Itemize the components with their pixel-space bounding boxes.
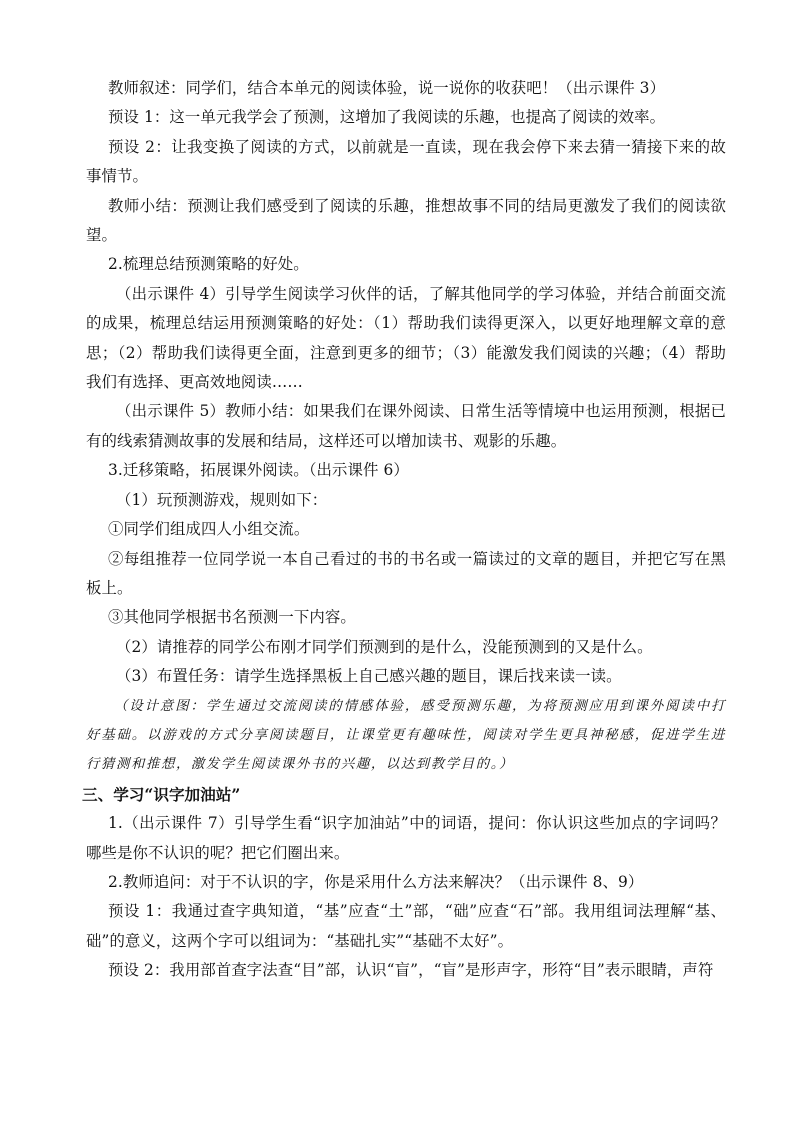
paragraph-preset-2: 预设 2：让我变换了阅读的方式，以前就是一直读，现在我会停下来去猜一猜接下来的故事情节。 bbox=[86, 137, 726, 186]
paragraph-game-rules: （1）玩预测游戏，规则如下： bbox=[116, 490, 328, 509]
paragraph-preset-1: 预设 1：这一单元我学会了预测，这增加了我阅读的乐趣，也提高了阅读的效率。 bbox=[108, 108, 666, 127]
paragraph-announce: （2）请推荐的同学公布刚才同学们预测到的是什么，没能预测到的又是什么。 bbox=[116, 637, 653, 656]
lesson-plan-body bbox=[82, 74, 726, 986]
paragraph-rule-2: ②每组推荐一位同学说一本自己看过的书的书名或一篇读过的文章的题目，并把它写在黑板上。 bbox=[86, 549, 726, 597]
paragraph-slide-5: （出示课件 5）教师小结：如果我们在课外阅读、日常生活等情境中也运用预测，根据已有的线索猜测故事的发展和结局，这样还可以增加读书、观影的乐趣。 bbox=[86, 402, 726, 450]
paragraph-rule-1: ①同学们组成四人小组交流。 bbox=[108, 520, 310, 539]
section-heading-3: 三、学习“识字加油站” bbox=[82, 784, 241, 804]
paragraph-literacy-1: 1.（出示课件 7）引导学生看“识字加油站”中的词语，提问：你认识这些加点的字词吗？哪些是你不认识的呢？把它们圈出来。 bbox=[86, 814, 726, 862]
design-intent-note: （设计意图：学生通过交流阅读的情感体验，感受预测乐趣，为将预测应用到课外阅读中打好基础。以游戏的方式分享阅读题目，让课堂更有趣味性，阅读对学生更具神秘感，促进学生进行猜测和推想，激发学生阅读课外书的兴趣，以达到教学目的。） bbox=[86, 698, 726, 773]
paragraph-step-3-title: 3.迁移策略，拓展课外阅读。（出示课件 6） bbox=[108, 461, 409, 480]
paragraph-teacher-summary: 教师小结：预测让我们感受到了阅读的乐趣，推想故事不同的结局更激发了我们的阅读欲望。 bbox=[86, 196, 726, 245]
paragraph-step-2-title: 2.梳理总结预测策略的好处。 bbox=[108, 255, 309, 274]
paragraph-rule-3: ③其他同学根据书名预测一下内容。 bbox=[108, 608, 356, 627]
paragraph-literacy-preset-1: 预设 1：我通过查字典知道，“基”应查“土”部，“础”应查“石”部。我用组词法理解“基、础”的意义，这两个字可以组词为：“基础扎实”“基础不太好”。 bbox=[86, 902, 726, 950]
paragraph-slide-4: （出示课件 4）引导学生阅读学习伙伴的话，了解其他同学的学习体验，并结合前面交流的成果，梳理总结运用预测策略的好处：（1）帮助我们读得更深入，以更好地理解文章的意思；（2）帮助我们读得更全面，注意到更多的细节；（3）能激发我们阅读的兴趣；（4）帮助我们有选择、更高效地阅读…… bbox=[86, 284, 726, 392]
paragraph-teacher-narration: 教师叙述：同学们，结合本单元的阅读体验，说一说你的收获吧！（出示课件 3） bbox=[108, 79, 666, 97]
paragraph-literacy-preset-2: 预设 2：我用部首查字法查“目”部，认识“盲”，“盲”是形声字，形符“目”表示眼睛，声符 bbox=[108, 961, 714, 980]
paragraph-assignment: （3）布置任务：请学生选择黑板上自己感兴趣的题目，课后找来读一读。 bbox=[116, 667, 622, 686]
paragraph-literacy-2: 2.教师追问：对于不认识的字，你是采用什么方法来解决？（出示课件 8、9） bbox=[108, 872, 644, 891]
